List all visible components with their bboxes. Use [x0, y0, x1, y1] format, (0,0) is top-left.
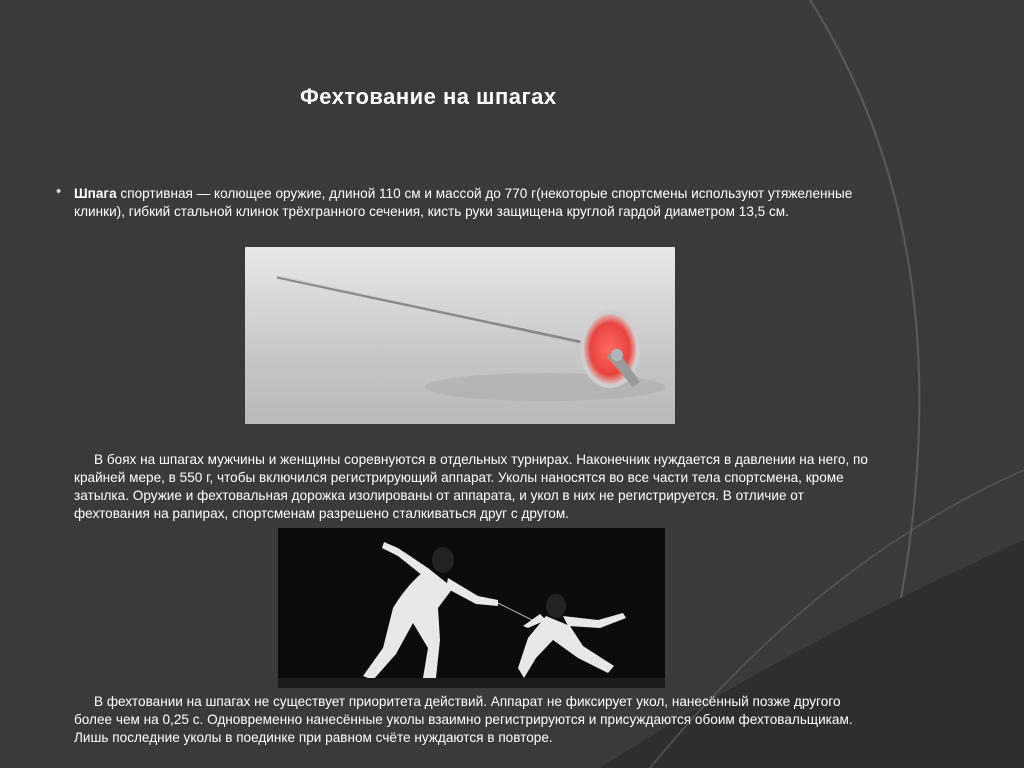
paragraph-lead-word: Шпага: [74, 186, 117, 201]
slide-title: Фехтование на шпагах: [300, 84, 557, 109]
fencers-photo: [278, 528, 665, 688]
paragraph-text: спортивная — колющее оружие, длиной 110 см и массой до 770 г(некоторые спортсмены используют утяжеленные клинки), гибкий стальной клинок трёхгранного сечения, кисть руки защищена круглой гардой диаметром 13,5 см.: [74, 186, 853, 219]
paragraph-rules-tournaments: В боях на шпагах мужчины и женщины соревнуются в отдельных турнирах. Наконечник нуждается в давлении на него, по крайней мере, в 550 г, чтобы включился регистрирующий аппарат. Уколы наносятся во все части тела спортсмена, кроме затылка. Оружие и фехтовальная дорожка изолированы от аппарата, и укол в них не регистрируется. В отличие от фехтования на рапирах, спортсменам разрешено сталкиваться друг с другом.: [74, 452, 868, 521]
bullet-icon: •: [56, 183, 62, 200]
epee-photo: [245, 247, 675, 424]
paragraph-priority-rules: В фехтовании на шпагах не существует приоритета действий. Аппарат не фиксирует укол, нанесённый позже другого более чем на 0,25 с. Одновременно нанесённые уколы взаимно регистрируются и присуждаются обоим фехтовальщикам. Лишь последние уколы в поединке при равном счёте нуждаются в повторе.: [74, 694, 853, 745]
paragraph-epee-description: [74, 185, 874, 221]
